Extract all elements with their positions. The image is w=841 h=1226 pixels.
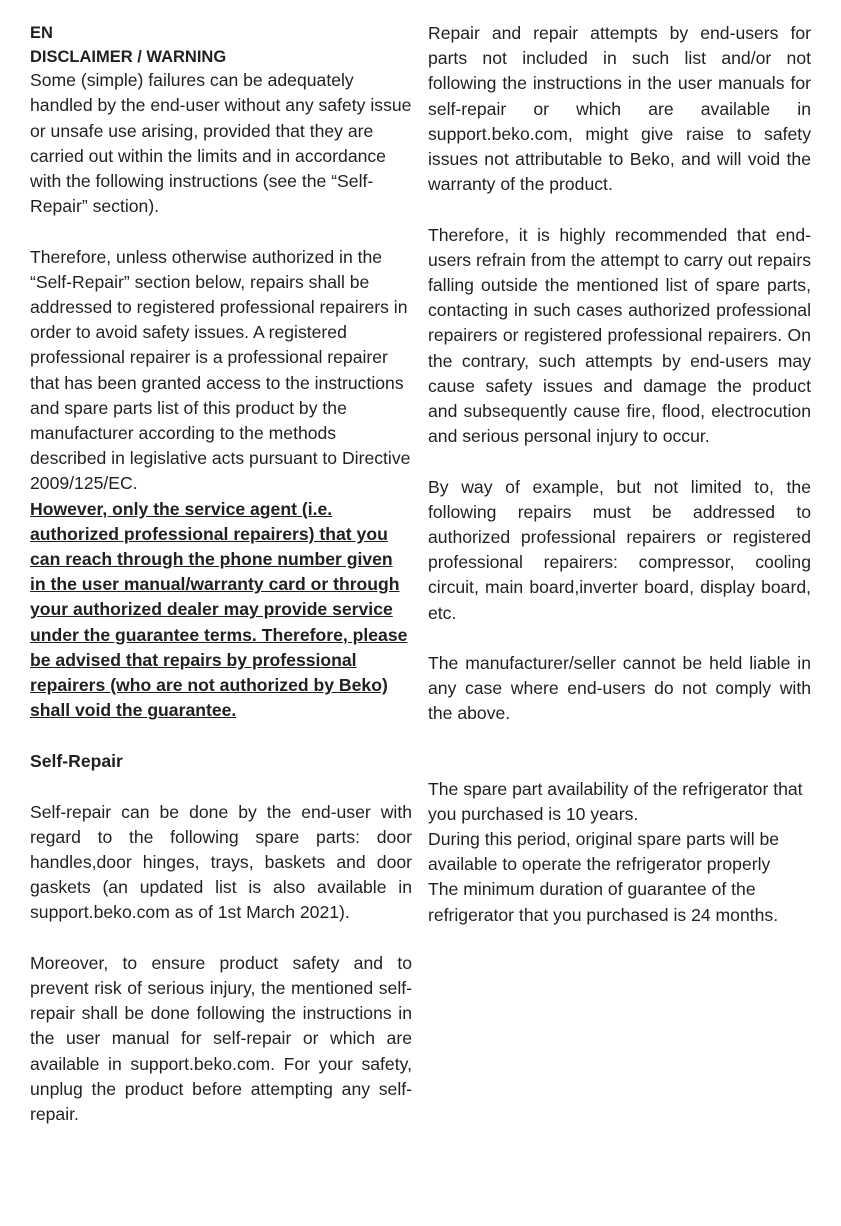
self-repair-heading: Self-Repair bbox=[30, 751, 123, 772]
guarantee-duration-text: The minimum duration of guarantee of the refrigerator that you purchased is 24 months. bbox=[428, 879, 779, 925]
example-repairs-paragraph: By way of example, but not limited to, the following repairs must be addressed to authorized professional repairers or registered professional repairers: compressor, cooling circuit, main board,inverter board, display board, etc. bbox=[428, 476, 811, 623]
original-spare-parts-text: During this period, original spare parts will be available to operate the refrigerator properly bbox=[428, 829, 780, 875]
repair-attempts-paragraph: Repair and repair attempts by end-users for parts not included in such list and/or not following the instructions in the user manuals for self-repair or which are available in support.beko.com, might give raise to safety issues not attributable to Beko, and will void the warranty of the product. bbox=[428, 23, 811, 195]
language-code: EN bbox=[30, 24, 53, 42]
left-column bbox=[30, 21, 412, 1127]
registered-repairers-paragraph: Therefore, unless otherwise authorized in the “Self-Repair” section below, repairs shall be addressed to registered professional repairers in order to avoid safety issues. A registered professional repairer is a professional repairer that has been granted access to the instructions and spare parts list of this product by the manufacturer according to the methods described in legislative acts pursuant to Directive 2009/125/EC. bbox=[30, 246, 411, 494]
liability-paragraph: The manufacturer/seller cannot be held liable in any case where end-users do not comply with the above. bbox=[428, 653, 811, 724]
spare-part-availability-text: The spare part availability of the refrigerator that you purchased is 10 years. bbox=[428, 778, 803, 824]
self-repair-parts-paragraph: Self-repair can be done by the end-user with regard to the following spare parts: door handles,door hinges, trays, baskets and door gaskets (an updated list is also available in support.beko.com as of 1st March 2021). bbox=[30, 801, 412, 923]
recommendation-paragraph: Therefore, it is highly recommended that end-users refrain from the attempt to carry out repairs falling outside the mentioned list of spare parts, contacting in such cases authorized professional repairers or registered professional repairers. On the contrary, such attempts by end-users may cause safety issues and damage the product and subsequently cause fire, flood, electrocution and serious personal injury to occur. bbox=[428, 224, 811, 447]
self-repair-safety-paragraph: Moreover, to ensure product safety and to prevent risk of serious injury, the mentioned self-repair shall be done following the instructions in the user manual for self-repair or which are available in support.beko.com. For your safety, unplug the product before attempting any self-repair. bbox=[30, 952, 412, 1125]
right-column bbox=[428, 21, 811, 928]
guarantee-warning-paragraph: However, only the service agent (i.e. authorized professional repairers) that you can reach through the phone number given in the user manual/warranty card or through your authorized dealer may provide service under the guarantee terms. Therefore, please be advised that repairs by professional repairers (who are not authorized by Beko) shall void the guarantee. bbox=[30, 498, 408, 721]
disclaimer-title: DISCLAIMER / WARNING bbox=[30, 48, 227, 67]
intro-paragraph: Some (simple) failures can be adequately handled by the end-user without any safety issue or unsafe use arising, provided that they are carried out within the limits and in accordance with the following instructions (see the “Self-Repair” section). bbox=[30, 70, 412, 217]
